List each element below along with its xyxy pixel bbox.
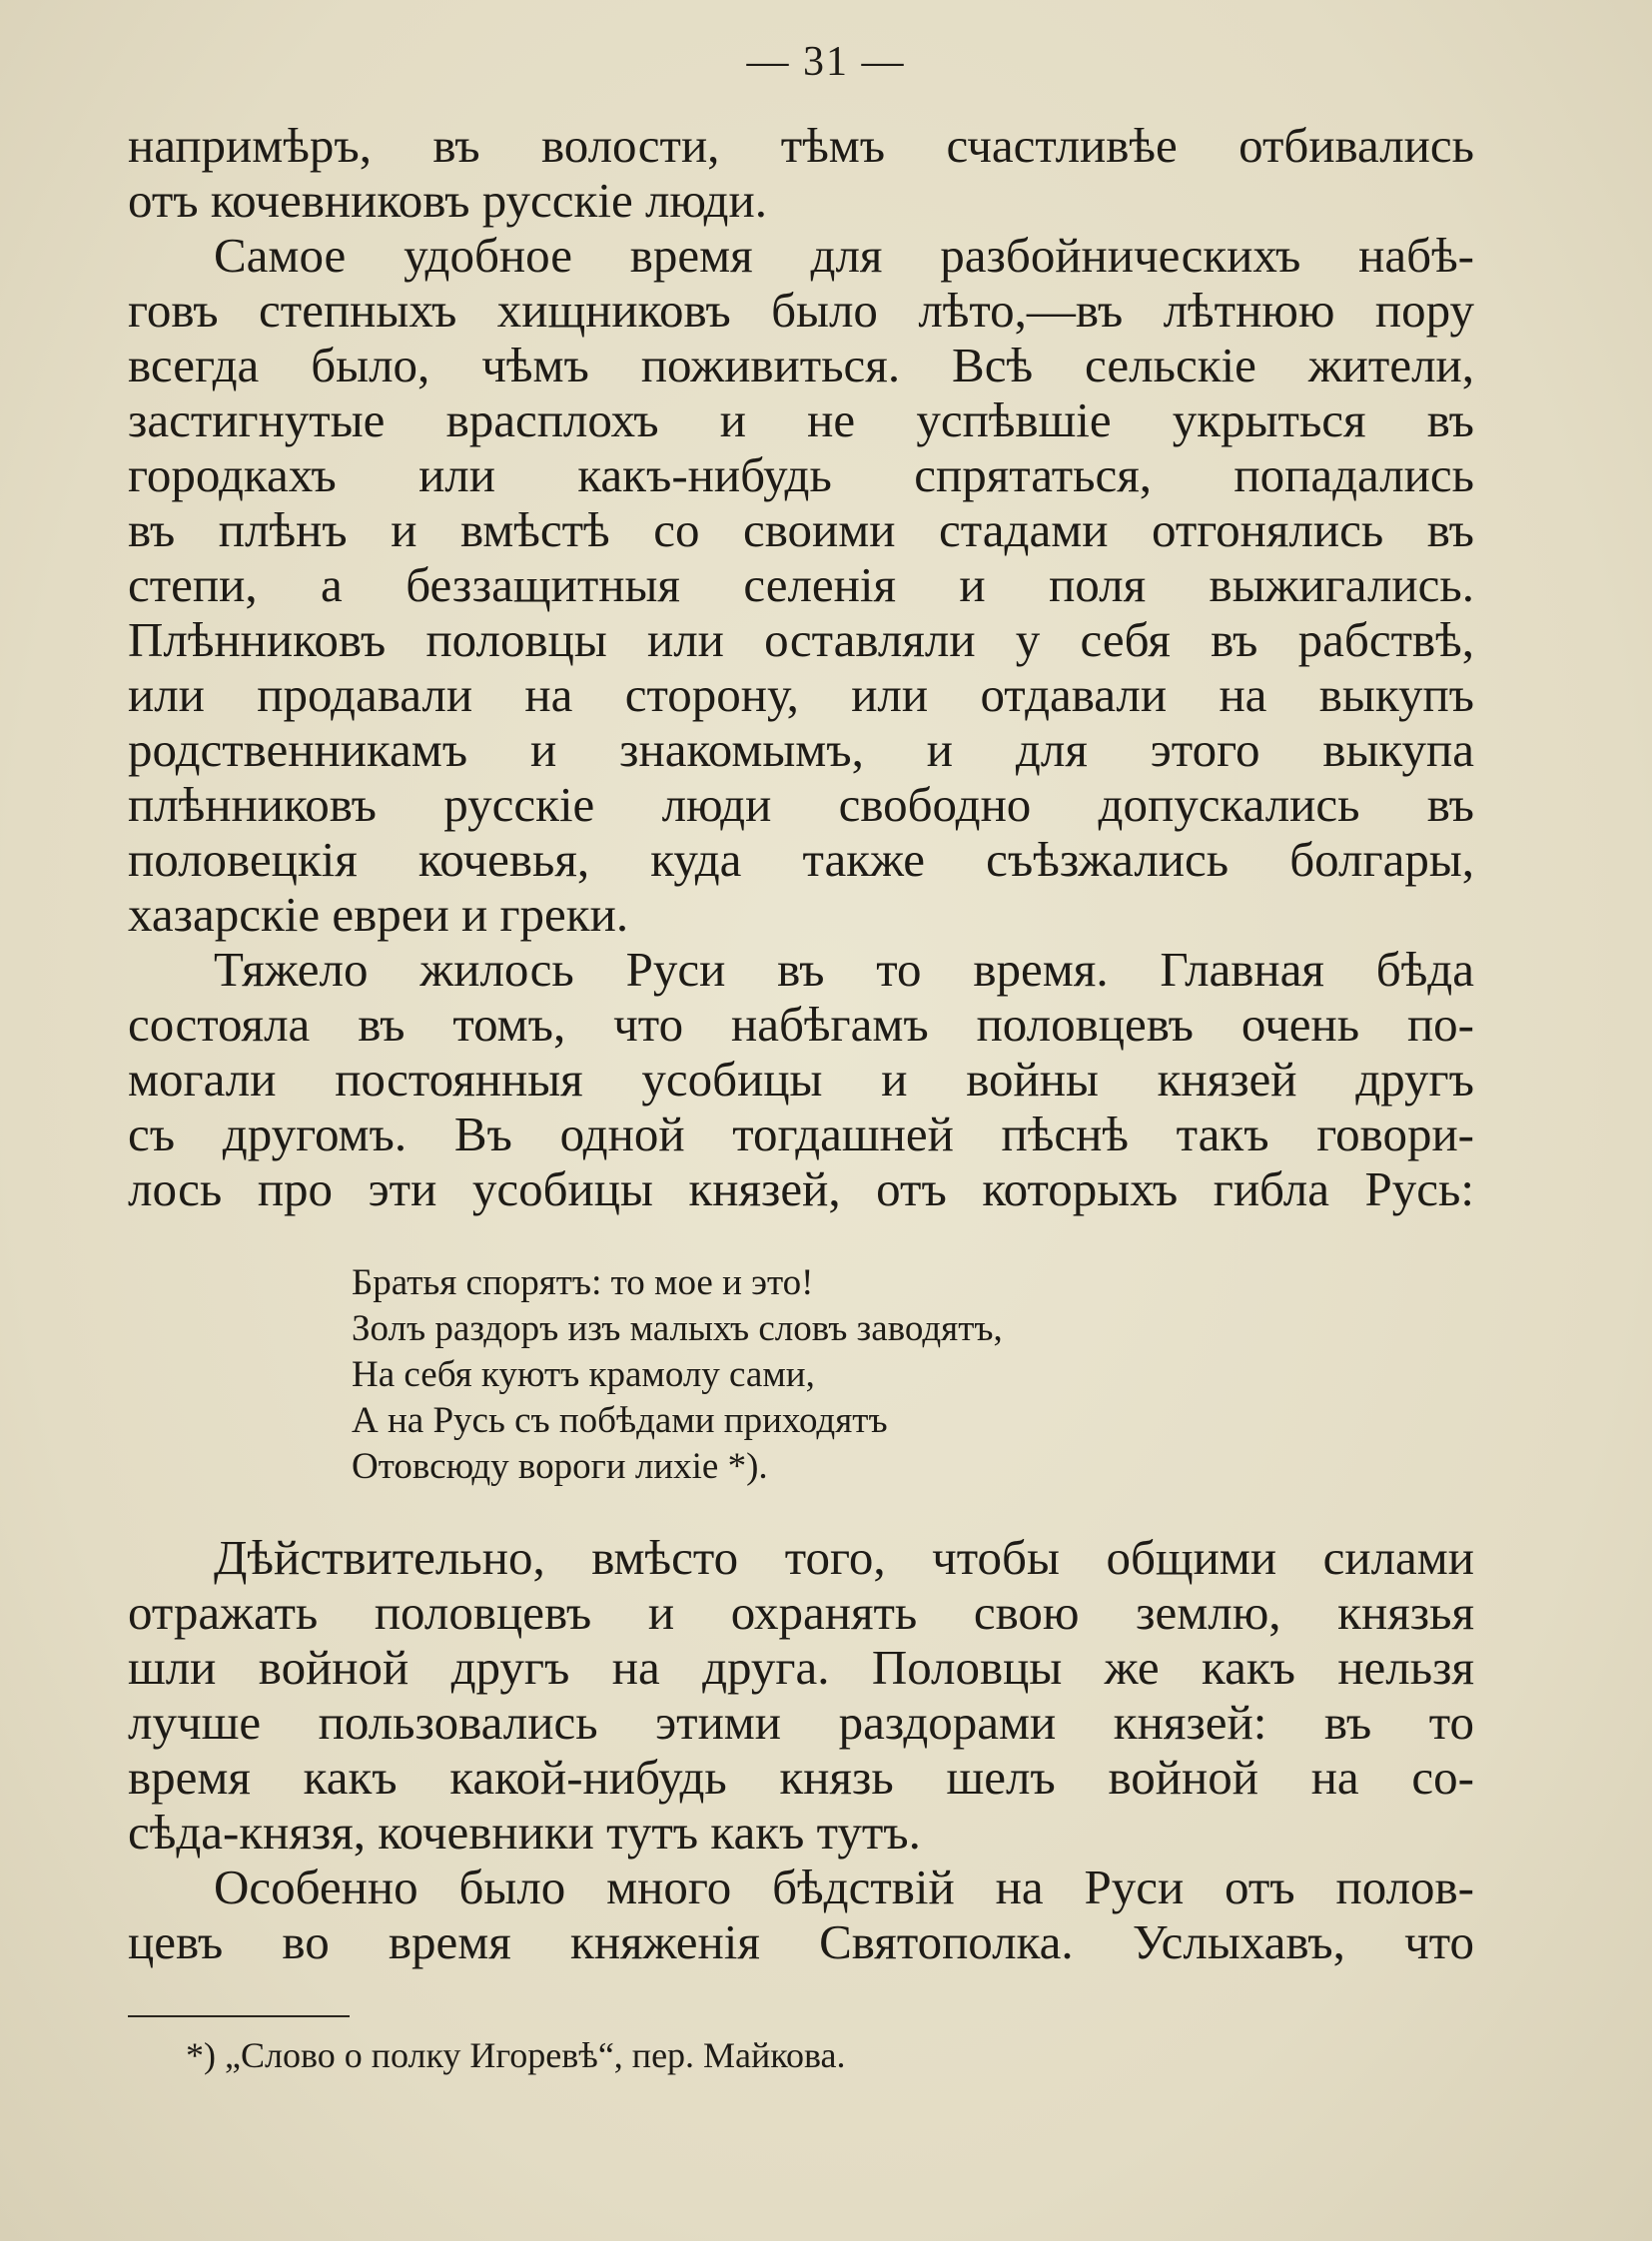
poem-line: А на Русь съ побѣдами приходятъ: [352, 1400, 888, 1441]
text-line: родственникамъ и знакомымъ, и для этого выкупа: [128, 722, 1474, 777]
text-line: Самое удобное время для разбойническихъ набѣ-: [214, 228, 1474, 283]
main-text-upper: [128, 118, 1474, 1216]
text-line: съ другомъ. Въ одной тогдашней пѣснѣ такъ говори-: [128, 1107, 1474, 1161]
text-line: въ плѣнъ и вмѣстѣ со своими стадами отгонялись въ: [128, 502, 1474, 557]
text-line: Тяжело жилось Руси въ то время. Главная бѣда: [214, 942, 1474, 997]
paragraph-1: [128, 118, 1474, 228]
text-line: степи, а беззащитныя селенія и поля выжигались.: [128, 557, 1474, 612]
page-number: — 31 —: [746, 39, 906, 85]
main-text-lower: [128, 1530, 1474, 1969]
paragraph-5: [128, 1860, 1474, 1969]
footnote-divider: [128, 2015, 350, 2017]
poem-line: Отовсюду вороги лихіе *).: [352, 1446, 768, 1487]
text-line: цевъ во время княженія Святополка. Услыхавъ, что: [128, 1914, 1474, 1969]
text-line: плѣнниковъ русскіе люди свободно допускались въ: [128, 777, 1474, 832]
poem-line: Братья спорятъ: то мое и это!: [352, 1262, 814, 1303]
footnote: *) „Слово о полку Игоревѣ“, пер. Майкова.: [186, 2035, 846, 2075]
text-line: Особенно было много бѣдствій на Руси отъ полов-: [214, 1860, 1474, 1914]
text-line: Плѣнниковъ половцы или оставляли у себя въ рабствѣ,: [128, 612, 1474, 667]
paragraph-3: [128, 942, 1474, 1216]
text-line: лось про эти усобицы князей, отъ которыхъ гибла Русь:: [128, 1161, 1474, 1216]
text-line: застигнутые врасплохъ и не успѣвшіе укрыться въ: [128, 392, 1474, 447]
text-line: напримѣръ, въ волости, тѣмъ счастливѣе отбивались: [128, 118, 1474, 173]
text-line: отражать половцевъ и охранять свою землю, князья: [128, 1585, 1474, 1640]
text-line: хазарскіе евреи и греки.: [128, 887, 629, 942]
poem-quote: [352, 1260, 1003, 1490]
text-line: половецкія кочевья, куда также съѣзжались болгары,: [128, 832, 1474, 887]
text-line: отъ кочевниковъ русскіе люди.: [128, 173, 767, 228]
text-line: говъ степныхъ хищниковъ было лѣто,—въ лѣтнюю пору: [128, 283, 1474, 338]
text-line: или продавали на сторону, или отдавали на выкупъ: [128, 667, 1474, 722]
paragraph-2: [128, 228, 1474, 942]
text-line: сѣда-князя, кочевники тутъ какъ тутъ.: [128, 1805, 921, 1860]
text-line: лучше пользовались этими раздорами князей: въ то: [128, 1695, 1474, 1750]
text-line: шли войной другъ на друга. Половцы же какъ нельзя: [128, 1640, 1474, 1695]
text-line: состояла въ томъ, что набѣгамъ половцевъ очень по-: [128, 997, 1474, 1052]
poem-line: Золъ раздоръ изъ малыхъ словъ заводятъ,: [352, 1308, 1003, 1349]
text-line: время какъ какой-нибудь князь шелъ войной на со-: [128, 1750, 1474, 1805]
text-line: всегда было, чѣмъ поживиться. Всѣ сельскіе жители,: [128, 338, 1474, 392]
paragraph-4: [128, 1530, 1474, 1860]
poem-line: На себя куютъ крамолу сами,: [352, 1354, 815, 1395]
text-line: могали постоянныя усобицы и войны князей другъ: [128, 1052, 1474, 1107]
text-line: Дѣйствительно, вмѣсто того, чтобы общими силами: [214, 1530, 1474, 1585]
text-line: городкахъ или какъ-нибудь спрятаться, попадались: [128, 447, 1474, 502]
